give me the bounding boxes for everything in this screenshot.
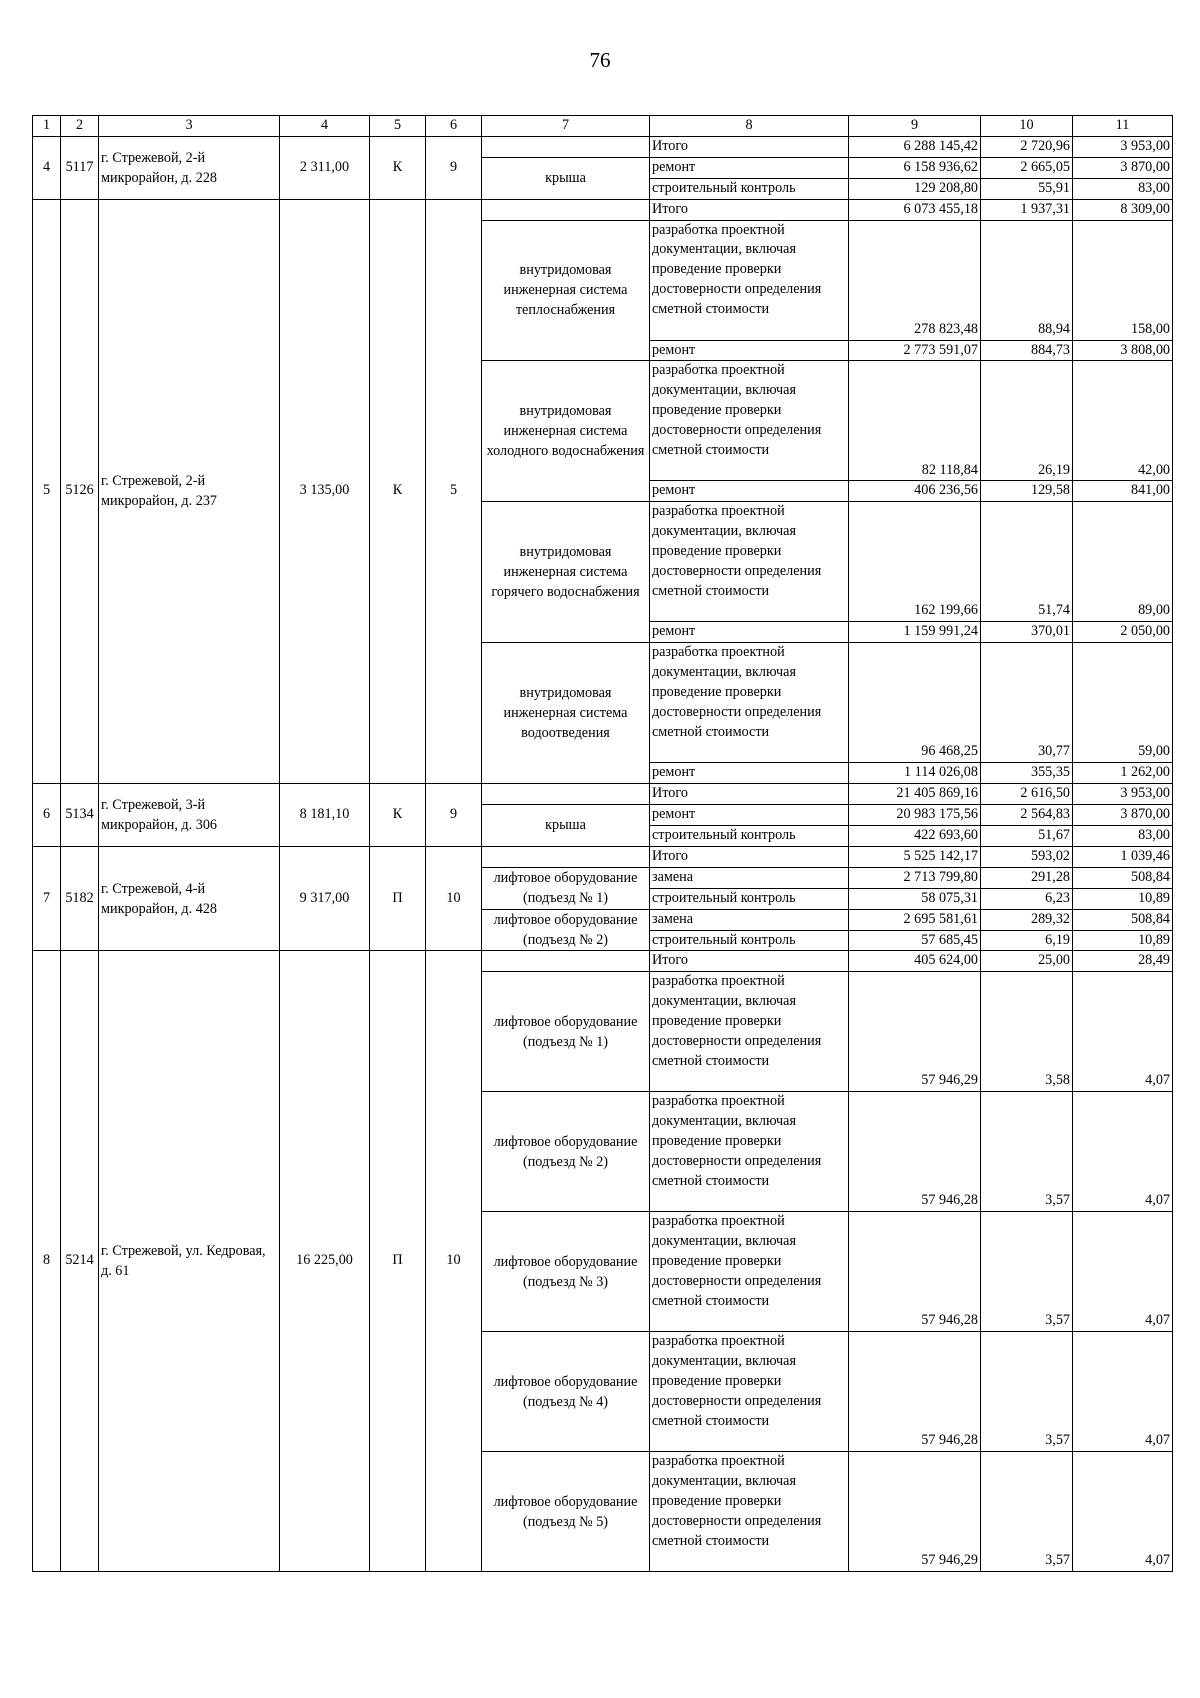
page-number: 76 bbox=[589, 48, 611, 72]
wall-material: К bbox=[370, 136, 426, 199]
work-object: лифтовое оборудование (подъезд № 2) bbox=[482, 909, 650, 951]
floors-count: 9 bbox=[426, 784, 482, 847]
work-cost-per-m2: 289,32 bbox=[981, 909, 1073, 930]
work-cost: 129 208,80 bbox=[849, 178, 981, 199]
work-cost-per-m2: 30,77 bbox=[981, 643, 1073, 763]
work-type: разработка проектной документации, включая проведение проверки достоверности определения сметной стоимости bbox=[650, 1332, 849, 1452]
work-type: разработка проектной документации, включая проведение проверки достоверности определения сметной стоимости bbox=[650, 361, 849, 481]
work-cost: 6 158 936,62 bbox=[849, 157, 981, 178]
work-object: лифтовое оборудование (подъезд № 2) bbox=[482, 1092, 650, 1212]
work-limit-per-m2: 2 050,00 bbox=[1073, 622, 1173, 643]
house-area: 2 311,00 bbox=[280, 136, 370, 199]
work-limit-per-m2: 83,00 bbox=[1073, 825, 1173, 846]
work-limit-per-m2: 83,00 bbox=[1073, 178, 1173, 199]
work-object: лифтовое оборудование (подъезд № 5) bbox=[482, 1452, 650, 1572]
total-label: Итого bbox=[650, 136, 849, 157]
work-cost-per-m2: 88,94 bbox=[981, 220, 1073, 340]
work-cost: 58 075,31 bbox=[849, 888, 981, 909]
work-cost-per-m2: 55,91 bbox=[981, 178, 1073, 199]
object-cell-empty bbox=[482, 951, 650, 972]
work-object: лифтовое оборудование (подъезд № 4) bbox=[482, 1332, 650, 1452]
work-cost-per-m2: 129,58 bbox=[981, 481, 1073, 502]
work-cost-per-m2: 51,67 bbox=[981, 825, 1073, 846]
work-object: внутридомовая инженерная система холодного водоснабжения bbox=[482, 361, 650, 502]
header-cell: 3 bbox=[99, 116, 280, 137]
house-area: 8 181,10 bbox=[280, 784, 370, 847]
work-cost: 422 693,60 bbox=[849, 825, 981, 846]
total-cost: 6 288 145,42 bbox=[849, 136, 981, 157]
work-type: разработка проектной документации, включая проведение проверки достоверности определения сметной стоимости bbox=[650, 643, 849, 763]
total-cost-per-m2: 2 720,96 bbox=[981, 136, 1073, 157]
house-area: 9 317,00 bbox=[280, 846, 370, 951]
work-cost-per-m2: 6,19 bbox=[981, 930, 1073, 951]
work-type: разработка проектной документации, включая проведение проверки достоверности определения сметной стоимости bbox=[650, 972, 849, 1092]
work-type: строительный контроль bbox=[650, 825, 849, 846]
object-cell-empty bbox=[482, 136, 650, 157]
repair-schedule-table bbox=[32, 115, 1173, 1572]
total-cost: 405 624,00 bbox=[849, 951, 981, 972]
work-cost: 96 468,25 bbox=[849, 643, 981, 763]
house-area: 3 135,00 bbox=[280, 199, 370, 784]
header-cell: 10 bbox=[981, 116, 1073, 137]
work-cost-per-m2: 370,01 bbox=[981, 622, 1073, 643]
work-cost-per-m2: 3,57 bbox=[981, 1452, 1073, 1572]
house-code: 5182 bbox=[61, 846, 99, 951]
work-limit-per-m2: 89,00 bbox=[1073, 502, 1173, 622]
total-label: Итого bbox=[650, 951, 849, 972]
total-cost-per-m2: 593,02 bbox=[981, 846, 1073, 867]
work-cost: 57 946,29 bbox=[849, 1452, 981, 1572]
wall-material: К bbox=[370, 199, 426, 784]
work-type: ремонт bbox=[650, 157, 849, 178]
header-cell: 7 bbox=[482, 116, 650, 137]
floors-count: 10 bbox=[426, 846, 482, 951]
table-row bbox=[33, 199, 1173, 220]
total-label: Итого bbox=[650, 784, 849, 805]
work-type: замена bbox=[650, 909, 849, 930]
work-cost: 20 983 175,56 bbox=[849, 805, 981, 826]
work-cost-per-m2: 355,35 bbox=[981, 763, 1073, 784]
header-row bbox=[33, 116, 1173, 137]
work-type: разработка проектной документации, включая проведение проверки достоверности определения сметной стоимости bbox=[650, 220, 849, 340]
work-limit-per-m2: 4,07 bbox=[1073, 1452, 1173, 1572]
work-cost: 1 114 026,08 bbox=[849, 763, 981, 784]
work-cost: 57 946,28 bbox=[849, 1212, 981, 1332]
work-limit-per-m2: 4,07 bbox=[1073, 972, 1173, 1092]
work-object: внутридомовая инженерная система водоотведения bbox=[482, 643, 650, 784]
work-limit-per-m2: 3 870,00 bbox=[1073, 157, 1173, 178]
header-cell: 4 bbox=[280, 116, 370, 137]
work-object: лифтовое оборудование (подъезд № 3) bbox=[482, 1212, 650, 1332]
work-object: внутридомовая инженерная система теплоснабжения bbox=[482, 220, 650, 361]
work-type: ремонт bbox=[650, 622, 849, 643]
work-type: строительный контроль bbox=[650, 930, 849, 951]
house-address: г. Стрежевой, ул. Кедровая, д. 61 bbox=[99, 951, 280, 1572]
work-type: ремонт bbox=[650, 340, 849, 361]
work-limit-per-m2: 841,00 bbox=[1073, 481, 1173, 502]
house-address: г. Стрежевой, 2-й микрорайон, д. 237 bbox=[99, 199, 280, 784]
house-address: г. Стрежевой, 3-й микрорайон, д. 306 bbox=[99, 784, 280, 847]
total-label: Итого bbox=[650, 846, 849, 867]
house-code: 5117 bbox=[61, 136, 99, 199]
work-cost-per-m2: 291,28 bbox=[981, 867, 1073, 888]
total-limit-per-m2: 3 953,00 bbox=[1073, 136, 1173, 157]
total-label: Итого bbox=[650, 199, 849, 220]
house-area: 16 225,00 bbox=[280, 951, 370, 1572]
work-cost: 406 236,56 bbox=[849, 481, 981, 502]
work-cost-per-m2: 3,57 bbox=[981, 1212, 1073, 1332]
row-number: 4 bbox=[33, 136, 61, 199]
work-cost-per-m2: 3,57 bbox=[981, 1332, 1073, 1452]
floors-count: 5 bbox=[426, 199, 482, 784]
work-object: крыша bbox=[482, 157, 650, 199]
work-type: разработка проектной документации, включая проведение проверки достоверности определения сметной стоимости bbox=[650, 1092, 849, 1212]
work-limit-per-m2: 508,84 bbox=[1073, 909, 1173, 930]
work-limit-per-m2: 4,07 bbox=[1073, 1332, 1173, 1452]
work-cost: 2 773 591,07 bbox=[849, 340, 981, 361]
work-limit-per-m2: 3 870,00 bbox=[1073, 805, 1173, 826]
work-cost: 82 118,84 bbox=[849, 361, 981, 481]
work-cost-per-m2: 884,73 bbox=[981, 340, 1073, 361]
wall-material: П bbox=[370, 846, 426, 951]
work-cost-per-m2: 3,57 bbox=[981, 1092, 1073, 1212]
work-object: внутридомовая инженерная система горячего водоснабжения bbox=[482, 502, 650, 643]
row-number: 5 bbox=[33, 199, 61, 784]
work-cost-per-m2: 2 564,83 bbox=[981, 805, 1073, 826]
work-cost: 162 199,66 bbox=[849, 502, 981, 622]
total-limit-per-m2: 28,49 bbox=[1073, 951, 1173, 972]
work-cost: 57 946,28 bbox=[849, 1332, 981, 1452]
table-row bbox=[33, 136, 1173, 157]
header-cell: 9 bbox=[849, 116, 981, 137]
table-row bbox=[33, 784, 1173, 805]
house-code: 5126 bbox=[61, 199, 99, 784]
table-row bbox=[33, 846, 1173, 867]
work-limit-per-m2: 508,84 bbox=[1073, 867, 1173, 888]
house-address: г. Стрежевой, 4-й микрорайон, д. 428 bbox=[99, 846, 280, 951]
header-cell: 8 bbox=[650, 116, 849, 137]
work-type: замена bbox=[650, 867, 849, 888]
row-number: 6 bbox=[33, 784, 61, 847]
work-object: лифтовое оборудование (подъезд № 1) bbox=[482, 867, 650, 909]
work-cost: 57 685,45 bbox=[849, 930, 981, 951]
row-number: 8 bbox=[33, 951, 61, 1572]
total-limit-per-m2: 3 953,00 bbox=[1073, 784, 1173, 805]
house-code: 5134 bbox=[61, 784, 99, 847]
total-cost: 6 073 455,18 bbox=[849, 199, 981, 220]
work-type: ремонт bbox=[650, 763, 849, 784]
work-cost: 2 695 581,61 bbox=[849, 909, 981, 930]
total-cost-per-m2: 25,00 bbox=[981, 951, 1073, 972]
floors-count: 10 bbox=[426, 951, 482, 1572]
work-type: строительный контроль bbox=[650, 178, 849, 199]
work-type: строительный контроль bbox=[650, 888, 849, 909]
table-row bbox=[33, 951, 1173, 972]
header-cell: 11 bbox=[1073, 116, 1173, 137]
work-cost-per-m2: 3,58 bbox=[981, 972, 1073, 1092]
header-cell: 2 bbox=[61, 116, 99, 137]
work-limit-per-m2: 1 262,00 bbox=[1073, 763, 1173, 784]
work-cost: 57 946,29 bbox=[849, 972, 981, 1092]
work-limit-per-m2: 59,00 bbox=[1073, 643, 1173, 763]
wall-material: К bbox=[370, 784, 426, 847]
total-cost: 21 405 869,16 bbox=[849, 784, 981, 805]
house-code: 5214 bbox=[61, 951, 99, 1572]
work-object: крыша bbox=[482, 805, 650, 847]
work-limit-per-m2: 10,89 bbox=[1073, 888, 1173, 909]
work-cost: 2 713 799,80 bbox=[849, 867, 981, 888]
floors-count: 9 bbox=[426, 136, 482, 199]
object-cell-empty bbox=[482, 846, 650, 867]
header-cell: 1 bbox=[33, 116, 61, 137]
work-cost-per-m2: 2 665,05 bbox=[981, 157, 1073, 178]
object-cell-empty bbox=[482, 784, 650, 805]
header-cell: 5 bbox=[370, 116, 426, 137]
work-cost-per-m2: 6,23 bbox=[981, 888, 1073, 909]
work-type: разработка проектной документации, включая проведение проверки достоверности определения сметной стоимости bbox=[650, 502, 849, 622]
work-limit-per-m2: 42,00 bbox=[1073, 361, 1173, 481]
work-cost: 1 159 991,24 bbox=[849, 622, 981, 643]
work-type: разработка проектной документации, включая проведение проверки достоверности определения сметной стоимости bbox=[650, 1212, 849, 1332]
work-cost-per-m2: 26,19 bbox=[981, 361, 1073, 481]
header-cell: 6 bbox=[426, 116, 482, 137]
work-cost: 57 946,28 bbox=[849, 1092, 981, 1212]
work-type: ремонт bbox=[650, 805, 849, 826]
total-limit-per-m2: 1 039,46 bbox=[1073, 846, 1173, 867]
wall-material: П bbox=[370, 951, 426, 1572]
work-limit-per-m2: 10,89 bbox=[1073, 930, 1173, 951]
row-number: 7 bbox=[33, 846, 61, 951]
total-cost: 5 525 142,17 bbox=[849, 846, 981, 867]
object-cell-empty bbox=[482, 199, 650, 220]
work-limit-per-m2: 4,07 bbox=[1073, 1212, 1173, 1332]
work-cost: 278 823,48 bbox=[849, 220, 981, 340]
total-cost-per-m2: 2 616,50 bbox=[981, 784, 1073, 805]
total-limit-per-m2: 8 309,00 bbox=[1073, 199, 1173, 220]
work-type: ремонт bbox=[650, 481, 849, 502]
work-limit-per-m2: 4,07 bbox=[1073, 1092, 1173, 1212]
work-limit-per-m2: 158,00 bbox=[1073, 220, 1173, 340]
work-limit-per-m2: 3 808,00 bbox=[1073, 340, 1173, 361]
work-type: разработка проектной документации, включая проведение проверки достоверности определения сметной стоимости bbox=[650, 1452, 849, 1572]
work-object: лифтовое оборудование (подъезд № 1) bbox=[482, 972, 650, 1092]
total-cost-per-m2: 1 937,31 bbox=[981, 199, 1073, 220]
work-cost-per-m2: 51,74 bbox=[981, 502, 1073, 622]
house-address: г. Стрежевой, 2-й микрорайон, д. 228 bbox=[99, 136, 280, 199]
